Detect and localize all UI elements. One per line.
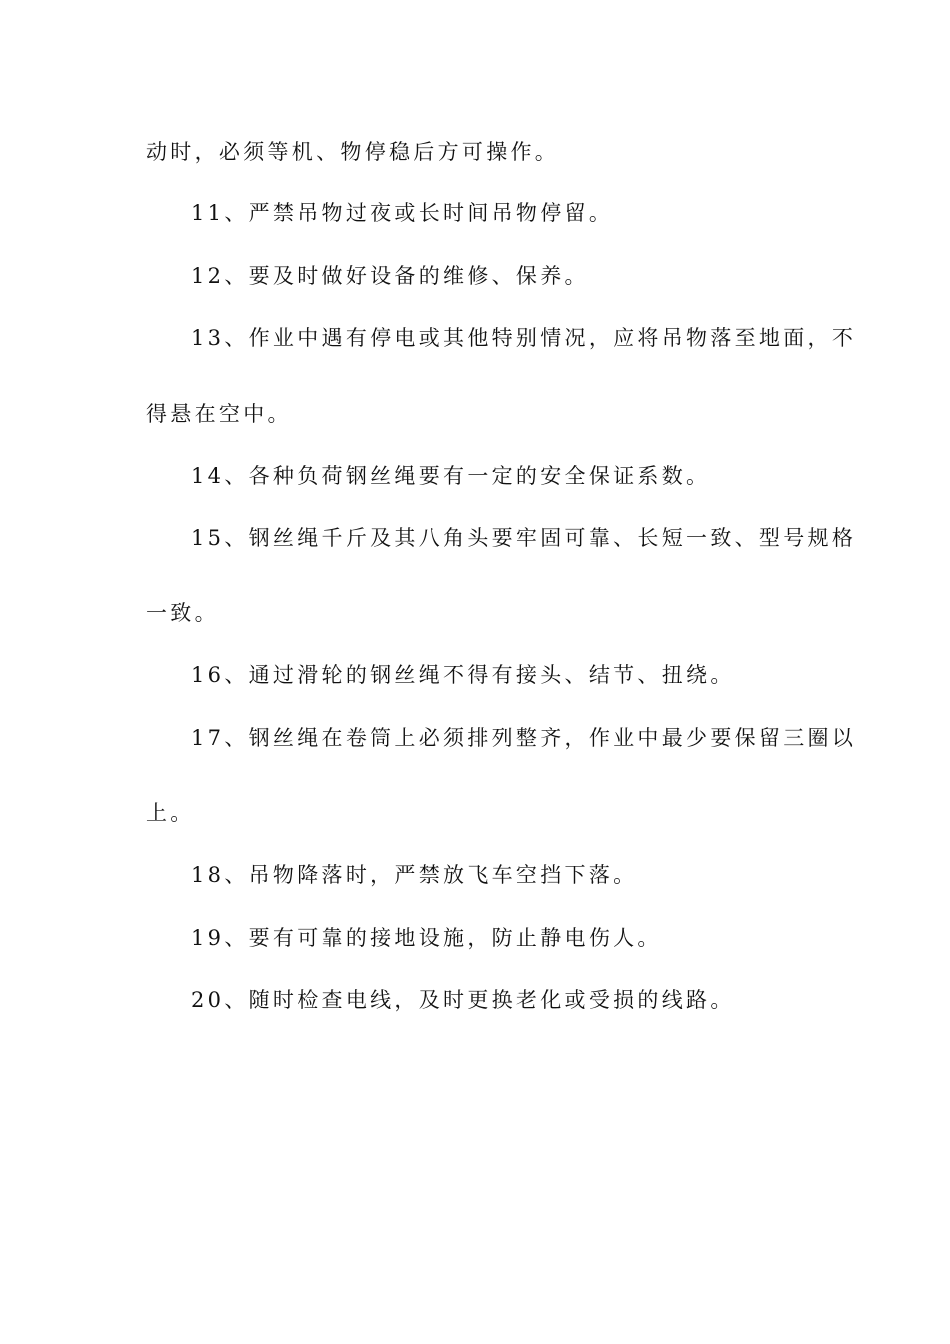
list-item-16: 16、通过滑轮的钢丝绳不得有接头、结节、扭绕。 [191,663,735,687]
list-item-14: 14、各种负荷钢丝绳要有一定的安全保证系数。 [191,464,711,488]
list-item-15-continuation: 一致。 [146,601,219,625]
list-item-13-continuation: 得悬在空中。 [146,402,292,426]
list-item-19: 19、要有可靠的接地设施，防止静电伤人。 [191,926,662,950]
list-item-18: 18、吊物降落时，严禁放飞车空挡下落。 [191,863,638,887]
list-item-17: 17、钢丝绳在卷筒上必须排列整齐，作业中最少要保留三圈以 [191,726,857,750]
list-item-12: 12、要及时做好设备的维修、保养。 [191,264,589,288]
list-item-17-continuation: 上。 [146,801,195,825]
list-item-20: 20、随时检查电线，及时更换老化或受损的线路。 [191,988,735,1012]
text-line-continuation-10: 动时，必须等机、物停稳后方可操作。 [146,140,560,164]
list-item-15: 15、钢丝绳千斤及其八角头要牢固可靠、长短一致、型号规格 [191,526,857,550]
list-item-11: 11、严禁吊物过夜或长时间吊物停留。 [191,201,614,225]
list-item-13: 13、作业中遇有停电或其他特别情况，应将吊物落至地面，不 [191,326,857,350]
